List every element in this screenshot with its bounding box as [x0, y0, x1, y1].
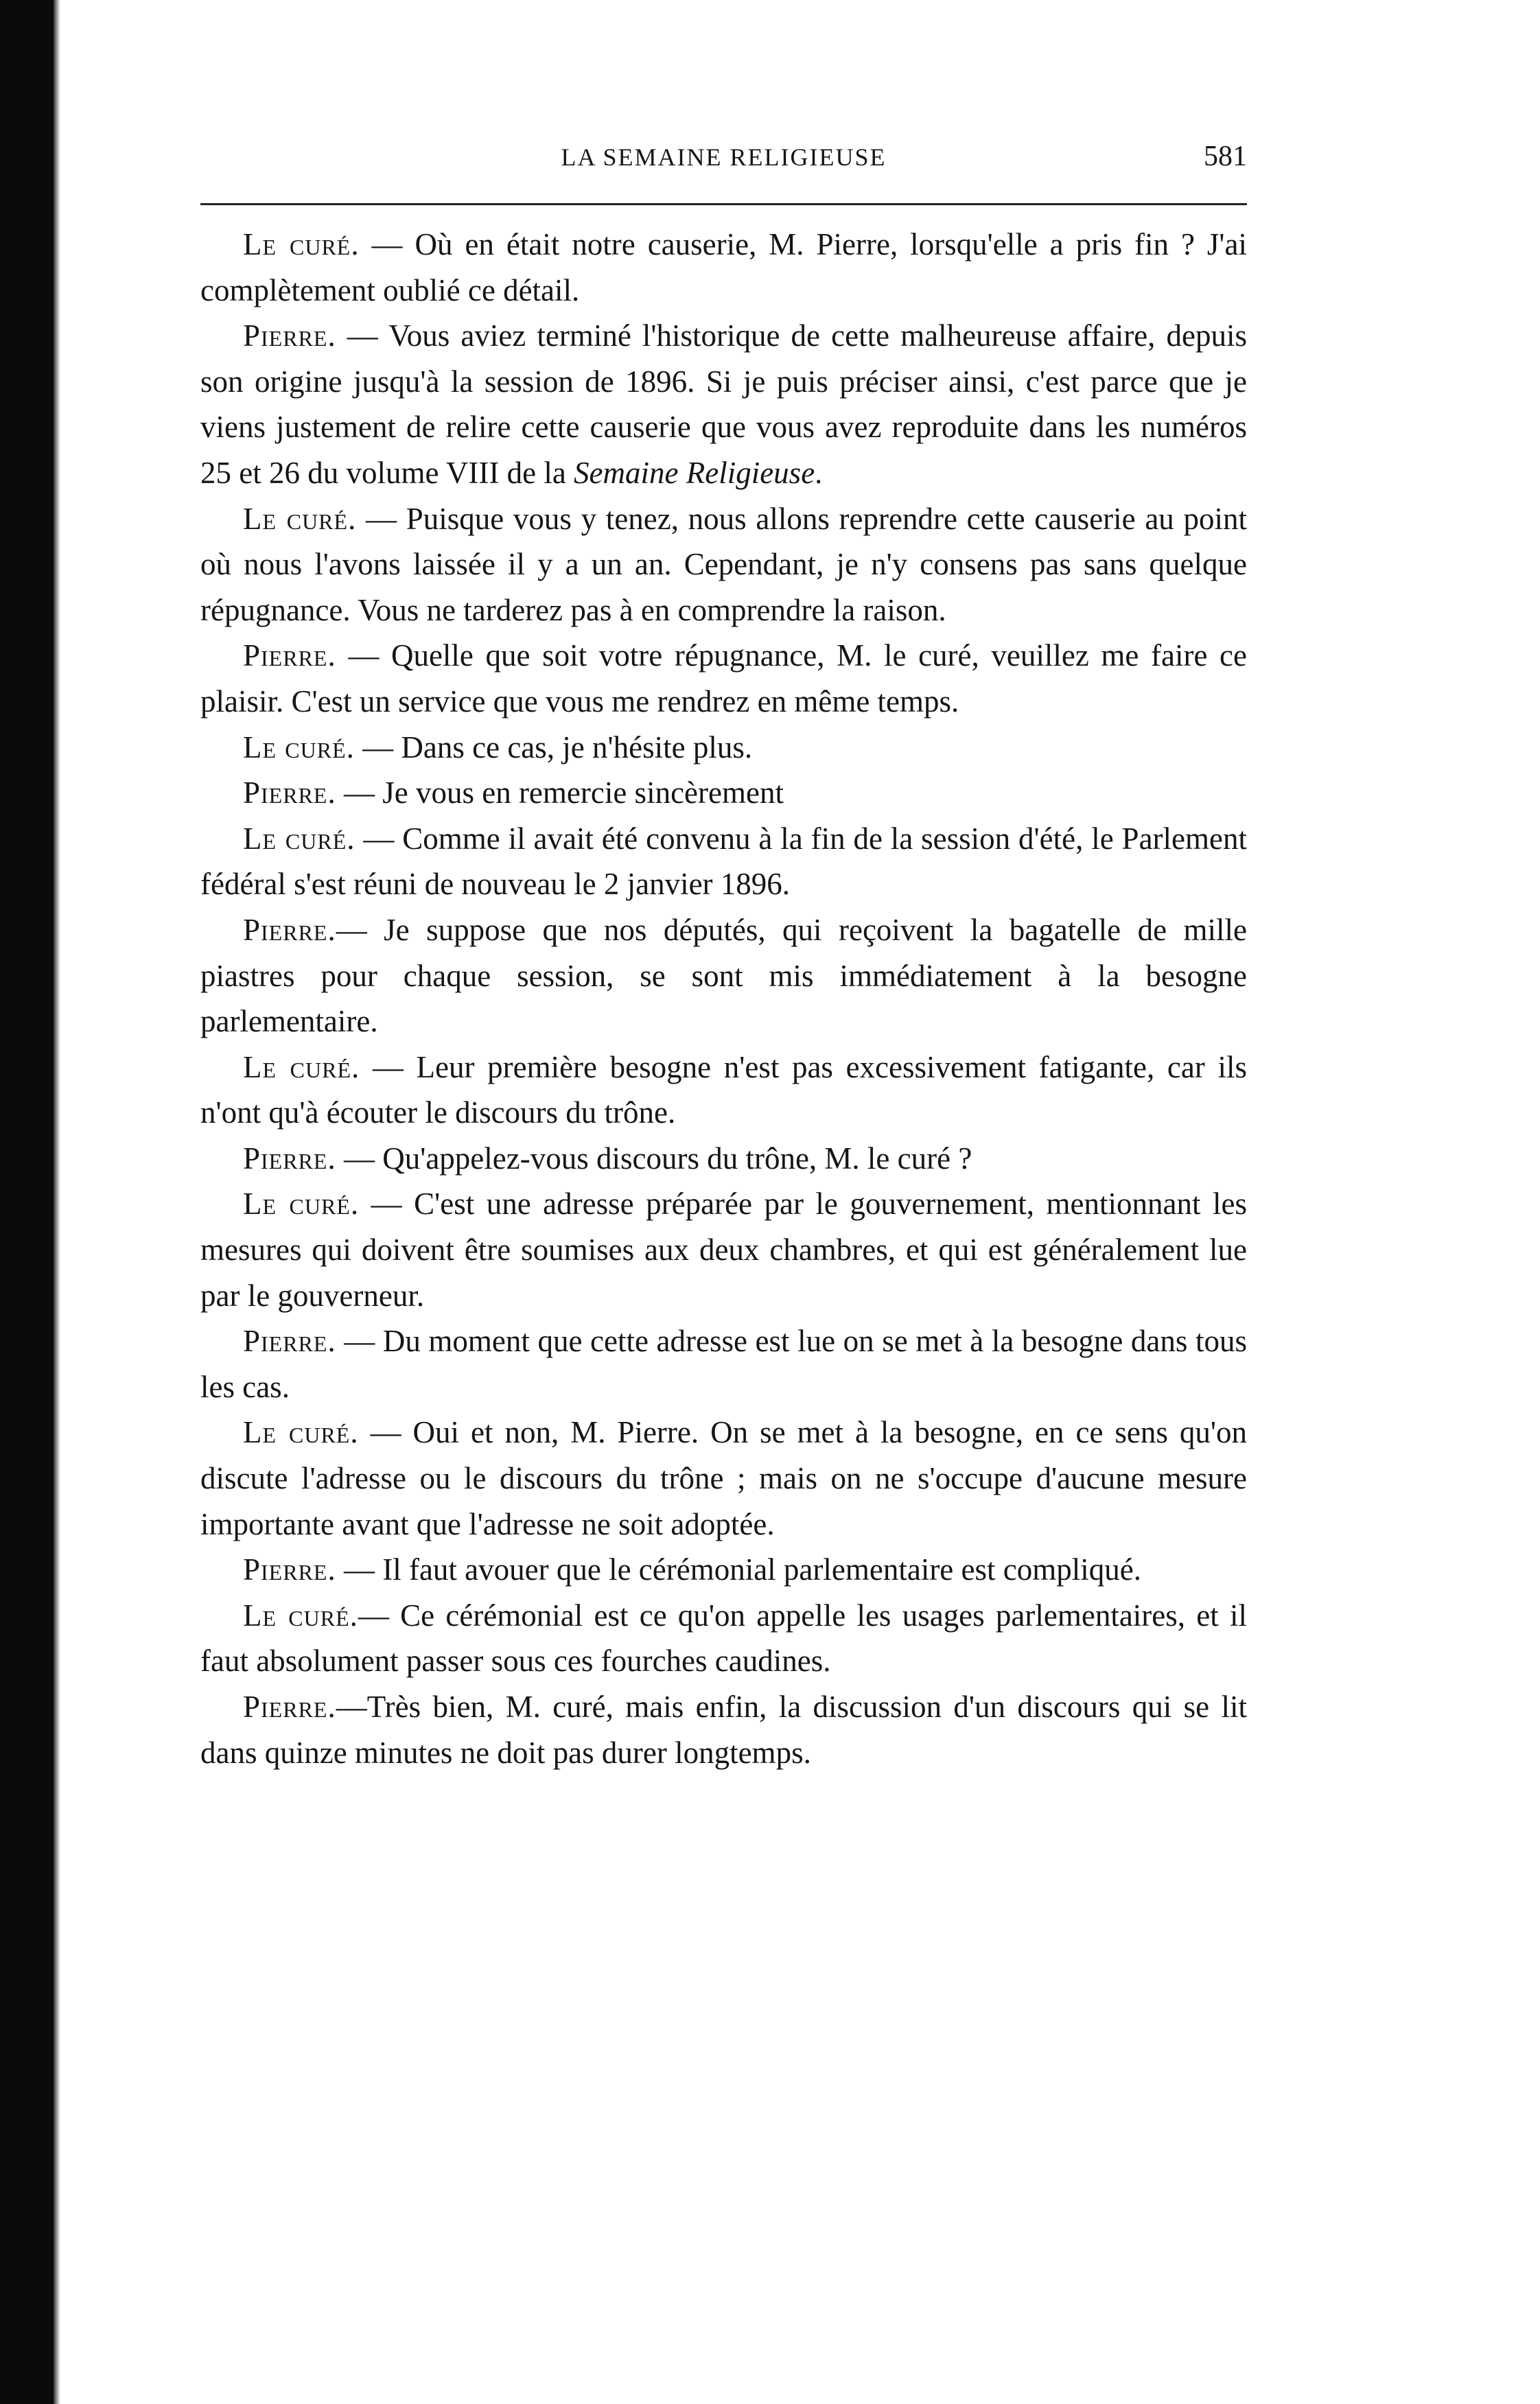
speaker-name: Le curé. [243, 501, 357, 536]
speaker-name: Pierre. [243, 912, 336, 947]
speech-text: — Je vous en remercie sincèrement [336, 775, 784, 810]
publication-title: Semaine Religieuse [574, 455, 815, 490]
dialogue-text [200, 222, 1247, 1775]
dialogue-turn [200, 222, 1247, 313]
speaker-name: Le curé. [243, 1598, 358, 1633]
dialogue-turn [200, 770, 1247, 816]
speech-text: — Du moment que cette adresse est lue on se met à la besogne dans tous les cas. [200, 1324, 1247, 1404]
speech-text: — Il faut avouer que le cérémonial parlementaire est compliqué. [336, 1552, 1141, 1587]
dialogue-turn [200, 1547, 1247, 1593]
speech-text: — Leur première besogne n'est pas excessivement fatigante, car ils n'ont qu'à écouter le discours du trône. [200, 1049, 1247, 1130]
header-rule [200, 203, 1247, 205]
dialogue-turn [200, 496, 1247, 633]
speaker-name: Pierre. [243, 638, 336, 673]
speech-text-end: . [815, 455, 823, 490]
dialogue-turn [200, 907, 1247, 1045]
speech-text: — Ce cérémonial est ce qu'on appelle les usages parlementaires, et il faut absolument passer sous ces fourches caudines. [200, 1598, 1247, 1679]
book-page [200, 137, 1247, 1775]
dialogue-turn [200, 1410, 1247, 1547]
speech-text: — Je suppose que nos députés, qui reçoivent la bagatelle de mille piastres pour chaque session, se sont mis immédiatement à la besogne parlementaire. [200, 912, 1247, 1039]
speaker-name: Pierre. [243, 1324, 336, 1359]
speech-text: — C'est une adresse préparée par le gouvernement, mentionnant les mesures qui doivent être soumises aux deux chambres, et qui est généralement lue par le gouverneur. [200, 1187, 1247, 1313]
speaker-name: Pierre. [243, 318, 336, 353]
running-title: LA SEMAINE RELIGIEUSE [561, 143, 887, 171]
page-number: 581 [1204, 141, 1247, 172]
speech-text-main: — Vous aviez terminé l'historique de cette malheureuse affaire, depuis son origine jusqu'à la session de 1896. Si je puis préciser ainsi, c'est parce que je viens justement de relire cette causerie que vous avez reproduite dans les numéros 25 et 26 du volume VIII de la [200, 318, 1247, 490]
speaker-name: Pierre. [243, 1141, 336, 1176]
speech-text [200, 318, 1247, 490]
dialogue-turn [200, 1181, 1247, 1318]
dialogue-turn [200, 1593, 1247, 1684]
speech-text: — Puisque vous y tenez, nous allons reprendre cette causerie au point où nous l'avons laissée il y a un an. Cependant, je n'y consens pas sans quelque répugnance. Vous ne tarderez pas à en comprendre la raison. [200, 501, 1247, 627]
speech-text: — Quelle que soit votre répugnance, M. le curé, veuillez me faire ce plaisir. C'est un service que vous me rendrez en même temps. [200, 638, 1247, 719]
speech-text: — Dans ce cas, je n'hésite plus. [354, 730, 753, 765]
speaker-name: Le curé. [243, 227, 360, 261]
dialogue-turn [200, 725, 1247, 771]
dialogue-turn [200, 1684, 1247, 1775]
speech-text: — Qu'appelez-vous discours du trône, M. le curé ? [336, 1141, 972, 1176]
speaker-name: Pierre. [243, 1690, 336, 1724]
speech-text: — Comme il avait été convenu à la fin de la session d'été, le Parlement fédéral s'est réuni de nouveau le 2 janvier 1896. [200, 821, 1247, 902]
dialogue-turn [200, 816, 1247, 907]
dialogue-turn [200, 1136, 1247, 1182]
speech-text: —Très bien, M. curé, mais enfin, la discussion d'un discours qui se lit dans quinze minutes ne doit pas durer longtemps. [200, 1690, 1247, 1770]
dialogue-turn [200, 1318, 1247, 1410]
speaker-name: Le curé. [243, 730, 355, 765]
speech-text: — Où en était notre causerie, M. Pierre, lorsqu'elle a pris fin ? J'ai complètement oublié ce détail. [200, 227, 1247, 307]
dialogue-turn [200, 633, 1247, 724]
scan-border-shadow [54, 0, 60, 2404]
speaker-name: Pierre. [243, 1552, 336, 1587]
dialogue-turn [200, 1045, 1247, 1136]
running-header [200, 137, 1247, 181]
dialogue-turn [200, 313, 1247, 495]
speech-text: — Oui et non, M. Pierre. On se met à la besogne, en ce sens qu'on discute l'adresse ou le discours du trône ; mais on ne s'occupe d'aucune mesure importante avant que l'adresse ne soit adoptée. [200, 1415, 1247, 1541]
speaker-name: Pierre. [243, 775, 336, 810]
speaker-name: Le curé. [243, 1415, 359, 1450]
speaker-name: Le curé. [243, 1187, 360, 1222]
speaker-name: Le curé. [243, 1049, 360, 1084]
scan-border [0, 0, 54, 2404]
speaker-name: Le curé. [243, 821, 355, 856]
